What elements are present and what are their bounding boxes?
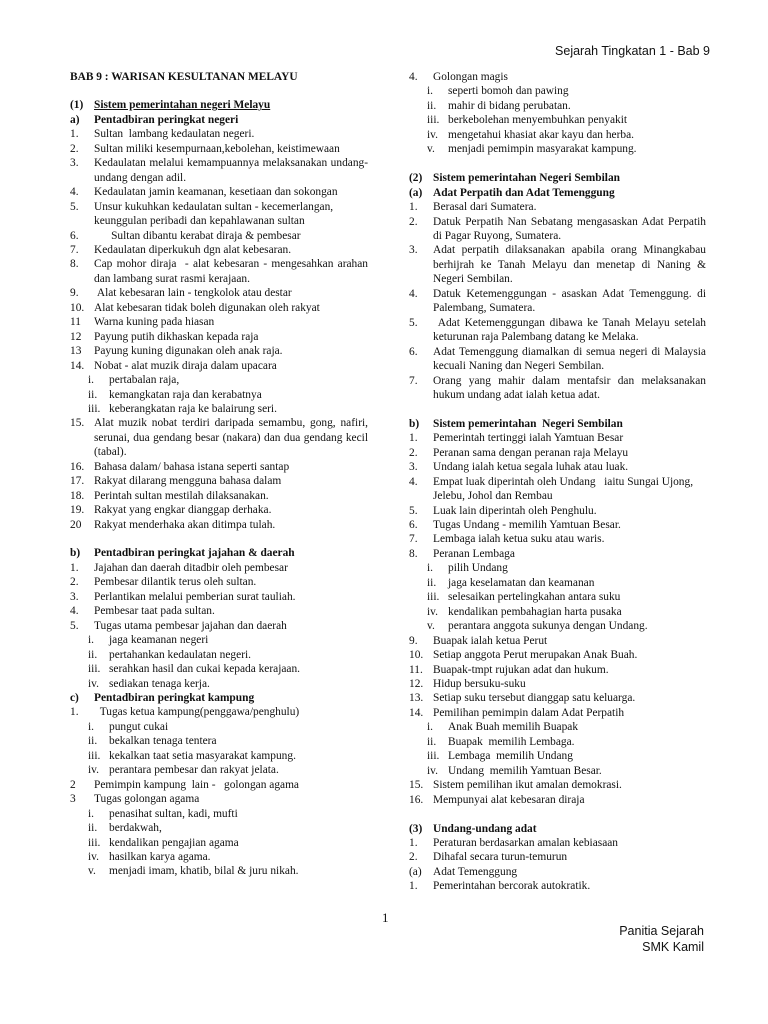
sub-list-item bbox=[70, 720, 368, 734]
list-item bbox=[70, 185, 368, 199]
sub-list-item bbox=[70, 836, 368, 850]
item-text: Setiap anggota Perut merupakan Anak Buah. bbox=[433, 649, 638, 662]
item-text: menjadi pemimpin masyarakat kampung. bbox=[448, 143, 637, 156]
sub-list-item bbox=[70, 749, 368, 763]
section-heading bbox=[409, 822, 706, 836]
item-number: 5. bbox=[70, 619, 79, 632]
list-item bbox=[70, 474, 368, 488]
item-text: Sistem pemerintahan negeri Melayu bbox=[94, 99, 271, 112]
item-number: 1. bbox=[409, 432, 418, 445]
item-number: iii. bbox=[427, 114, 440, 127]
item-text: Empat luak diperintah oleh Undang iaitu Sungai Ujong, Jelebu, Johol dan Rembau bbox=[433, 475, 696, 503]
item-number: iv. bbox=[427, 128, 438, 141]
chapter-title: BAB 9 : WARISAN KESULTANAN MELAYU bbox=[70, 71, 298, 83]
item-number: 18. bbox=[70, 489, 85, 502]
item-number: 20 bbox=[70, 518, 82, 531]
item-number: (a) bbox=[409, 186, 423, 199]
sub-list-item bbox=[409, 99, 706, 113]
item-text: Adat Temenggung diamalkan di semua negeri di Malaysia kecuali Naning dan Negeri Sembilan. bbox=[433, 345, 709, 373]
item-number: 3 bbox=[70, 793, 76, 806]
sub-list-item bbox=[70, 807, 368, 821]
item-number: 3. bbox=[70, 157, 79, 170]
item-number: v. bbox=[427, 143, 435, 156]
sub-list-item bbox=[409, 619, 706, 633]
list-item bbox=[70, 619, 368, 633]
item-number: 1. bbox=[70, 128, 79, 141]
sub-list-item bbox=[70, 821, 368, 835]
item-text: Pentadbiran peringkat jajahan & daerah bbox=[94, 547, 295, 560]
item-text: Lembaga ialah ketua suku atau waris. bbox=[433, 533, 605, 546]
item-text: menjadi imam, khatib, bilal & juru nikah. bbox=[109, 865, 299, 878]
item-text: Peranan Lembaga bbox=[433, 547, 515, 560]
item-text: Undang-undang adat bbox=[433, 822, 537, 835]
item-text: Undang memilih Yamtuan Besar. bbox=[448, 764, 602, 777]
item-number: iii. bbox=[88, 663, 101, 676]
list-item bbox=[70, 604, 368, 618]
list-item bbox=[70, 416, 371, 459]
spacer bbox=[409, 402, 706, 416]
list-item bbox=[70, 359, 368, 373]
item-number: iv. bbox=[88, 851, 99, 863]
item-text: kendalikan pembahagian harta pusaka bbox=[448, 605, 622, 618]
item-text: Luak lain diperintah oleh Penghulu. bbox=[433, 504, 597, 517]
item-number: iv. bbox=[427, 764, 438, 777]
item-number: 7. bbox=[409, 533, 418, 546]
list-item bbox=[409, 691, 706, 705]
item-text: Sistem pemerintahan Negeri Sembilan bbox=[433, 417, 623, 430]
item-number: ii. bbox=[427, 99, 437, 112]
item-number: 2. bbox=[409, 446, 418, 459]
list-item bbox=[409, 850, 706, 864]
list-item bbox=[409, 518, 706, 532]
item-text: kemangkatan raja dan kerabatnya bbox=[109, 388, 262, 401]
section-heading bbox=[70, 98, 368, 112]
list-item bbox=[409, 663, 706, 677]
item-text: Payung putih dikhaskan kepada raja bbox=[94, 330, 259, 343]
list-item bbox=[409, 648, 706, 662]
item-number: b) bbox=[70, 547, 81, 560]
list-item bbox=[70, 460, 368, 474]
item-number: 2 bbox=[70, 778, 76, 791]
list-item bbox=[409, 243, 709, 286]
item-number: 2. bbox=[70, 576, 79, 589]
item-number: 1. bbox=[409, 880, 418, 893]
item-text: penasihat sultan, kadi, mufti bbox=[109, 807, 238, 820]
item-text: pilih Undang bbox=[448, 562, 508, 575]
item-text: Pemilihan pemimpin dalam Adat Perpatih bbox=[433, 706, 625, 719]
item-number: 14. bbox=[70, 359, 85, 372]
item-number: 1. bbox=[409, 201, 418, 214]
item-number: 9. bbox=[70, 287, 79, 300]
item-number: 1. bbox=[70, 561, 79, 574]
item-text: kendalikan pengajian agama bbox=[109, 836, 239, 849]
item-number: ii. bbox=[88, 822, 98, 835]
item-number: i. bbox=[88, 807, 95, 820]
item-number: 19. bbox=[70, 504, 85, 517]
item-number: 4. bbox=[409, 71, 418, 83]
list-item bbox=[409, 634, 706, 648]
list-item bbox=[70, 229, 368, 243]
item-text: Warna kuning pada hiasan bbox=[94, 316, 215, 329]
list-item bbox=[409, 287, 709, 316]
list-item bbox=[409, 532, 706, 546]
item-text: berdakwah, bbox=[109, 822, 162, 835]
item-text: Peraturan berdasarkan amalan kebiasaan bbox=[433, 836, 619, 849]
item-text: Perintah sultan mestilah dilaksanakan. bbox=[94, 489, 269, 502]
item-number: 11. bbox=[409, 663, 423, 676]
item-number: i. bbox=[427, 721, 434, 734]
item-number: (3) bbox=[409, 822, 423, 835]
section-heading bbox=[70, 691, 368, 705]
item-number: iii. bbox=[427, 750, 440, 763]
sub-list-item bbox=[70, 633, 368, 647]
item-text: Nobat - alat muzik diraja dalam upacara bbox=[94, 359, 277, 372]
item-text: Tugas Undang - memilih Yamtuan Besar. bbox=[433, 519, 621, 532]
sub-list-item bbox=[70, 648, 368, 662]
item-text: Pentadbiran peringkat kampung bbox=[94, 692, 255, 705]
list-item bbox=[409, 836, 706, 850]
item-text: Pembesar dilantik terus oleh sultan. bbox=[94, 576, 257, 589]
list-item bbox=[409, 446, 706, 460]
list-item bbox=[409, 793, 706, 807]
item-number: ii. bbox=[88, 388, 98, 401]
item-text: Tugas ketua kampung(penggawa/penghulu) bbox=[94, 706, 300, 719]
footer-committee: Panitia Sejarah bbox=[619, 924, 704, 938]
item-text: Hidup bersuku-suku bbox=[433, 678, 526, 690]
item-number: 5. bbox=[409, 504, 418, 517]
sub-list-item bbox=[70, 734, 368, 748]
item-number: c) bbox=[70, 692, 79, 705]
list-item bbox=[409, 316, 709, 345]
item-text: Setiap suku tersebut dianggap satu keluarga. bbox=[433, 692, 636, 705]
item-text: Orang yang mahir dalam mentafsir dan melaksanakan hukum undang adat ialah ketua adat. bbox=[433, 374, 709, 401]
list-item bbox=[409, 460, 706, 474]
sub-list-item bbox=[409, 576, 706, 590]
item-number: 1. bbox=[70, 706, 79, 719]
sub-list-item bbox=[409, 605, 706, 619]
item-text: Dihafal secara turun-temurun bbox=[433, 851, 568, 864]
item-text: Cap mohor diraja - alat kebesaran - mengesahkan arahan dan lambang surat rasmi kerajaan. bbox=[94, 258, 371, 285]
sub-list-item bbox=[70, 388, 368, 402]
item-number: 7. bbox=[70, 243, 79, 256]
sub-list-item bbox=[70, 864, 368, 878]
item-number: 10. bbox=[409, 649, 424, 662]
list-item bbox=[70, 156, 368, 185]
running-header: Sejarah Tingkatan 1 - Bab 9 bbox=[555, 44, 710, 58]
item-number: 16. bbox=[70, 460, 85, 473]
item-text: Sistem pemerintahan Negeri Sembilan bbox=[433, 172, 620, 185]
item-text: Alat muzik nobat terdiri daripada semambu, gong, nafiri, serunai, dua gendang besar (nakara) dan dua gendang kecil (tabal). bbox=[94, 417, 371, 459]
list-item bbox=[409, 547, 706, 561]
item-text: Undang ialah ketua segala luhak atau luak. bbox=[433, 461, 629, 474]
list-item bbox=[409, 215, 709, 244]
sub-list-item bbox=[409, 764, 706, 778]
item-text: Pemimpin kampung lain - golongan agama bbox=[94, 778, 299, 791]
item-number: 2. bbox=[70, 142, 79, 155]
item-text: Adat perpatih dilaksanakan apabila orang Minangkabau berhijrah ke Tanah Melayu dan menetap di Naning & Negeri Sembilan. bbox=[433, 244, 709, 286]
section-heading bbox=[409, 171, 706, 185]
list-item bbox=[409, 475, 706, 504]
item-text: pertabalan raja, bbox=[109, 374, 180, 387]
item-number: ii. bbox=[427, 576, 437, 589]
list-item bbox=[409, 504, 706, 518]
item-text: Buapak memilih Lembaga. bbox=[448, 735, 575, 748]
item-number: 16. bbox=[409, 793, 424, 806]
item-text: Kedaulatan diperkukuh dgn alat kebesaran. bbox=[94, 243, 292, 256]
item-text: Pemerintahan bercorak autokratik. bbox=[433, 880, 591, 893]
sub-list-item bbox=[409, 561, 706, 575]
list-item bbox=[409, 70, 706, 84]
item-text: jaga keamanan negeri bbox=[109, 634, 209, 647]
item-text: Perlantikan melalui pemberian surat tauliah. bbox=[94, 590, 296, 603]
list-item bbox=[409, 431, 706, 445]
item-number: iii. bbox=[88, 836, 101, 849]
list-item bbox=[409, 879, 706, 893]
item-text: perantara pembesar dan rakyat jelata. bbox=[109, 764, 279, 777]
item-number: 11 bbox=[70, 316, 81, 329]
spacer bbox=[409, 157, 706, 171]
section-heading bbox=[70, 113, 368, 127]
item-number: 2. bbox=[409, 215, 418, 228]
item-text: Adat Ketemenggungan dibawa ke Tanah Melayu setelah keturunan raja Palembang datang ke Melaka. bbox=[433, 316, 709, 344]
item-text: Buapak ialah ketua Perut bbox=[433, 634, 548, 647]
sub-list-item bbox=[409, 142, 706, 156]
sub-list-item bbox=[70, 850, 368, 864]
list-item bbox=[70, 286, 368, 300]
item-text: mahir di bidang perubatan. bbox=[448, 99, 571, 112]
item-number: iv. bbox=[88, 764, 99, 777]
item-text: Jajahan dan daerah ditadbir oleh pembesar bbox=[94, 561, 288, 574]
item-number: 4. bbox=[409, 475, 418, 488]
sub-list-item bbox=[409, 735, 706, 749]
item-text: Sistem pemilihan ikut amalan demokrasi. bbox=[433, 779, 622, 792]
item-text: Tugas golongan agama bbox=[94, 793, 200, 806]
item-number: 8. bbox=[70, 258, 79, 271]
item-text: Adat Temenggung bbox=[433, 865, 518, 878]
list-item bbox=[70, 243, 368, 257]
item-number: 17. bbox=[70, 475, 85, 488]
item-text: pertahankan kedaulatan negeri. bbox=[109, 648, 251, 661]
sub-list-item bbox=[409, 720, 706, 734]
item-text: hasilkan karya agama. bbox=[109, 851, 211, 863]
list-item bbox=[70, 575, 368, 589]
item-number: iii. bbox=[427, 591, 440, 604]
item-text: Peranan sama dengan peranan raja Melayu bbox=[433, 446, 629, 459]
footer bbox=[619, 923, 704, 955]
item-number: 4. bbox=[70, 186, 79, 199]
item-number: v. bbox=[88, 865, 96, 878]
item-number: iii. bbox=[88, 749, 101, 762]
item-text: serahkan hasil dan cukai kepada kerajaan. bbox=[109, 663, 301, 676]
item-number: 7. bbox=[409, 374, 418, 387]
item-number: ii. bbox=[88, 648, 98, 661]
item-text: Pentadbiran peringkat negeri bbox=[94, 113, 239, 126]
item-text: Pembesar taat pada sultan. bbox=[94, 605, 215, 618]
spacer bbox=[70, 532, 368, 546]
item-number: i. bbox=[88, 374, 95, 387]
list-item bbox=[70, 330, 368, 344]
left-column bbox=[70, 70, 371, 879]
item-text: Sultan miliki kesempurnaan,kebolehan, keistimewaan bbox=[94, 142, 340, 155]
item-text: Kedaulatan melalui kemampuannya melaksanakan undang-undang dengan adil. bbox=[94, 157, 368, 184]
sub-list-item bbox=[70, 402, 368, 416]
list-item bbox=[409, 374, 709, 403]
list-item bbox=[70, 778, 368, 792]
sub-list-item bbox=[70, 662, 368, 676]
item-number: iii. bbox=[88, 402, 101, 415]
item-number: iv. bbox=[88, 677, 99, 690]
item-number: 10. bbox=[70, 301, 85, 314]
item-text: Sultan dibantu kerabat diraja & pembesar bbox=[94, 229, 301, 242]
item-number: i. bbox=[427, 85, 434, 98]
item-text: seperti bomoh dan pawing bbox=[448, 85, 569, 98]
item-text: Tugas utama pembesar jajahan dan daerah bbox=[94, 619, 287, 632]
list-item bbox=[409, 677, 706, 691]
item-text: Pemerintah tertinggi ialah Yamtuan Besar bbox=[433, 432, 624, 445]
footer-school: SMK Kamil bbox=[642, 940, 704, 954]
item-number: i. bbox=[88, 634, 95, 647]
item-number: 15. bbox=[409, 779, 424, 792]
item-text: Alat kebesaran lain - tengkolok atau destar bbox=[94, 287, 292, 300]
item-number: i. bbox=[427, 562, 434, 575]
item-text: perantara anggota sukunya dengan Undang. bbox=[448, 620, 648, 633]
item-number: 6. bbox=[70, 229, 79, 242]
item-text: Adat Perpatih dan Adat Temenggung bbox=[433, 186, 615, 199]
list-item bbox=[70, 200, 368, 229]
item-text: Mempunyai alat kebesaran diraja bbox=[433, 793, 585, 806]
section-heading bbox=[409, 186, 706, 200]
item-text: Rakyat menderhaka akan ditimpa tulah. bbox=[94, 518, 276, 531]
item-text: berkebolehan menyembuhkan penyakit bbox=[448, 114, 628, 127]
item-number: a) bbox=[70, 113, 80, 126]
item-text: Berasal dari Sumatera. bbox=[433, 201, 537, 214]
item-text: Lembaga memilih Undang bbox=[448, 750, 573, 763]
list-item bbox=[409, 778, 706, 792]
item-number: ii. bbox=[88, 735, 98, 748]
item-number: 14. bbox=[409, 706, 424, 719]
list-item bbox=[409, 345, 709, 374]
item-text: keberangkatan raja ke balairung seri. bbox=[109, 402, 277, 415]
item-text: Kedaulatan jamin keamanan, kesetiaan dan sokongan bbox=[94, 186, 338, 199]
section-heading bbox=[70, 546, 368, 560]
item-text: selesaikan pertelingkahan antara suku bbox=[448, 591, 621, 604]
item-text: kekalkan taat setia masyarakat kampung. bbox=[109, 749, 296, 762]
item-number: 5. bbox=[70, 200, 79, 213]
item-text: Unsur kukuhkan kedaulatan sultan - kecemerlangan, keunggulan peribadi dan kepahlawanan sultan bbox=[94, 200, 336, 228]
item-number: 3. bbox=[70, 590, 79, 603]
section-heading bbox=[409, 417, 706, 431]
list-item bbox=[70, 257, 371, 286]
sub-list-item bbox=[70, 373, 368, 387]
right-column bbox=[409, 70, 709, 894]
item-number: 6. bbox=[409, 345, 418, 358]
page-number: 1 bbox=[382, 910, 389, 925]
list-item bbox=[70, 489, 368, 503]
sub-list-item bbox=[409, 84, 706, 98]
sub-list-item bbox=[409, 590, 706, 604]
item-number: 4. bbox=[70, 605, 79, 618]
item-number: 12 bbox=[70, 330, 82, 343]
item-number: 3. bbox=[409, 244, 418, 257]
item-number: 3. bbox=[409, 461, 418, 474]
item-text: sediakan tenaga kerja. bbox=[109, 677, 210, 690]
list-item bbox=[70, 344, 368, 358]
list-item bbox=[70, 127, 368, 141]
item-text: Rakyat dilarang mengguna bahasa dalam bbox=[94, 475, 282, 488]
item-number: 15. bbox=[70, 417, 85, 430]
item-number: 13 bbox=[70, 345, 82, 358]
item-number: (a) bbox=[409, 865, 422, 878]
item-text: Bahasa dalam/ bahasa istana seperti santap bbox=[94, 460, 290, 473]
sub-list-item bbox=[70, 763, 368, 777]
item-number: 6. bbox=[409, 519, 418, 532]
item-text: bekalkan tenaga tentera bbox=[109, 735, 217, 748]
list-item bbox=[409, 865, 706, 879]
item-text: Datuk Perpatih Nan Sebatang mengasaskan Adat Perpatih di Pagar Ruyong, Sumatera. bbox=[433, 215, 709, 242]
item-number: (1) bbox=[70, 99, 84, 112]
sub-list-item bbox=[70, 677, 368, 691]
item-text: pungut cukai bbox=[109, 720, 169, 733]
item-text: Sultan lambang kedaulatan negeri. bbox=[94, 128, 255, 141]
sub-list-item bbox=[409, 128, 706, 142]
item-number: i. bbox=[88, 720, 95, 733]
list-item bbox=[409, 200, 706, 214]
item-text: Buapak-tmpt rujukan adat dan hukum. bbox=[433, 663, 609, 676]
item-number: (2) bbox=[409, 172, 423, 185]
item-number: 2. bbox=[409, 851, 418, 864]
item-number: 8. bbox=[409, 547, 418, 560]
item-number: iv. bbox=[427, 605, 438, 618]
item-text: mengetahui khasiat akar kayu dan herba. bbox=[448, 128, 634, 141]
item-text: Datuk Ketemenggungan - asaskan Adat Temenggung. di Palembang, Sumatera. bbox=[433, 287, 709, 315]
item-number: 12. bbox=[409, 678, 424, 690]
item-number: 4. bbox=[409, 287, 418, 300]
list-item bbox=[70, 518, 368, 532]
list-item bbox=[70, 792, 368, 806]
item-text: Alat kebesaran tidak boleh digunakan oleh rakyat bbox=[94, 301, 320, 314]
sub-list-item bbox=[409, 113, 706, 127]
list-item bbox=[409, 706, 706, 720]
item-number: b) bbox=[409, 417, 420, 430]
item-text: Rakyat yang engkar dianggap derhaka. bbox=[94, 504, 272, 517]
item-text: Anak Buah memilih Buapak bbox=[448, 721, 579, 734]
spacer bbox=[409, 807, 706, 821]
item-number: v. bbox=[427, 620, 435, 633]
list-item bbox=[70, 590, 368, 604]
list-item bbox=[70, 561, 368, 575]
list-item bbox=[70, 315, 368, 329]
item-text: jaga keselamatan dan keamanan bbox=[448, 576, 595, 589]
list-item bbox=[70, 705, 368, 719]
item-number: 1. bbox=[409, 836, 418, 849]
list-item bbox=[70, 142, 368, 156]
item-text: Payung kuning digunakan oleh anak raja. bbox=[94, 345, 283, 358]
item-number: 5. bbox=[409, 316, 418, 329]
item-number: 13. bbox=[409, 692, 424, 705]
list-item bbox=[70, 503, 368, 517]
item-text: Golongan magis bbox=[433, 71, 508, 83]
list-item bbox=[70, 301, 368, 315]
sub-list-item bbox=[409, 749, 706, 763]
item-number: ii. bbox=[427, 735, 437, 748]
item-number: 9. bbox=[409, 634, 418, 647]
